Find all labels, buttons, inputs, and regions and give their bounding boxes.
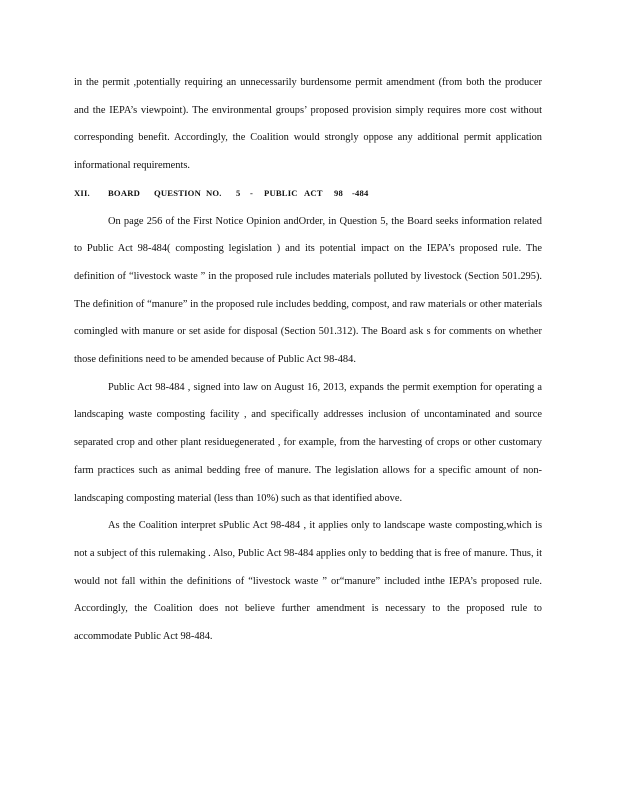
heading-word: -484 <box>352 187 369 198</box>
heading-word: BOARD <box>108 187 141 198</box>
heading-number: XII. <box>74 187 90 198</box>
paragraph-continued: in the permit ,potentially requiring an unnecessarily burdensome permit amendment (from both the producer and the IEPA’s viewpoint). The environmental groups’ proposed provision simply requires more cost without corresponding benefit. Accordingly, the Coalition would strongly oppose any additional permit application informational requirements. <box>74 77 542 172</box>
heading-word: 5 <box>236 187 241 198</box>
section-heading <box>74 180 542 208</box>
document-body <box>74 69 542 651</box>
heading-word: PUBLIC <box>264 187 298 198</box>
heading-word: NO. <box>206 187 222 198</box>
heading-word: - <box>250 187 254 198</box>
paragraph-coalition-interpretation: As the Coalition interpret sPublic Act 98-484 , it applies only to landscape waste composting,which is not a subject of this rulemaking . Also, Public Act 98-484 applies only to bedding that is free of manure. Thus, it would not fall within the definitions of “livestock waste ” or“manure” included inthe IEPA’s proposed rule. Accordingly, the Coalition does not believe further amendment is necessary to the proposed rule to accommodate Public Act 98-484. <box>74 520 542 643</box>
heading-word: 98 <box>334 187 343 198</box>
heading-word: QUESTION <box>154 187 201 198</box>
paragraph-public-act: Public Act 98-484 , signed into law on August 16, 2013, expands the permit exemption for operating a landscaping waste composting facility , and specifically addresses inclusion of uncontaminated and source separated crop and other plant residuegenerated , for example, from the harvesting of crops or other customary farm practices such as animal bedding free of manure. The legislation allows for a specific amount of non-landscaping composting material (less than 10%) such as that identified above. <box>74 381 542 504</box>
paragraph-question-5: On page 256 of the First Notice Opinion andOrder, in Question 5, the Board seeks information related to Public Act 98-484( composting legislation ) and its potential impact on the IEPA’s proposed rule. The definition of “livestock waste ” in the proposed rule includes materials polluted by livestock (Section 501.295). The definition of “manure” in the proposed rule includes bedding, compost, and raw materials or other materials comingled with manure or set aside for disposal (Section 501.312). The Board ask s for comments on whether those definitions need to be amended because of Public Act 98-484. <box>74 215 542 366</box>
heading-word: ACT <box>304 187 323 198</box>
